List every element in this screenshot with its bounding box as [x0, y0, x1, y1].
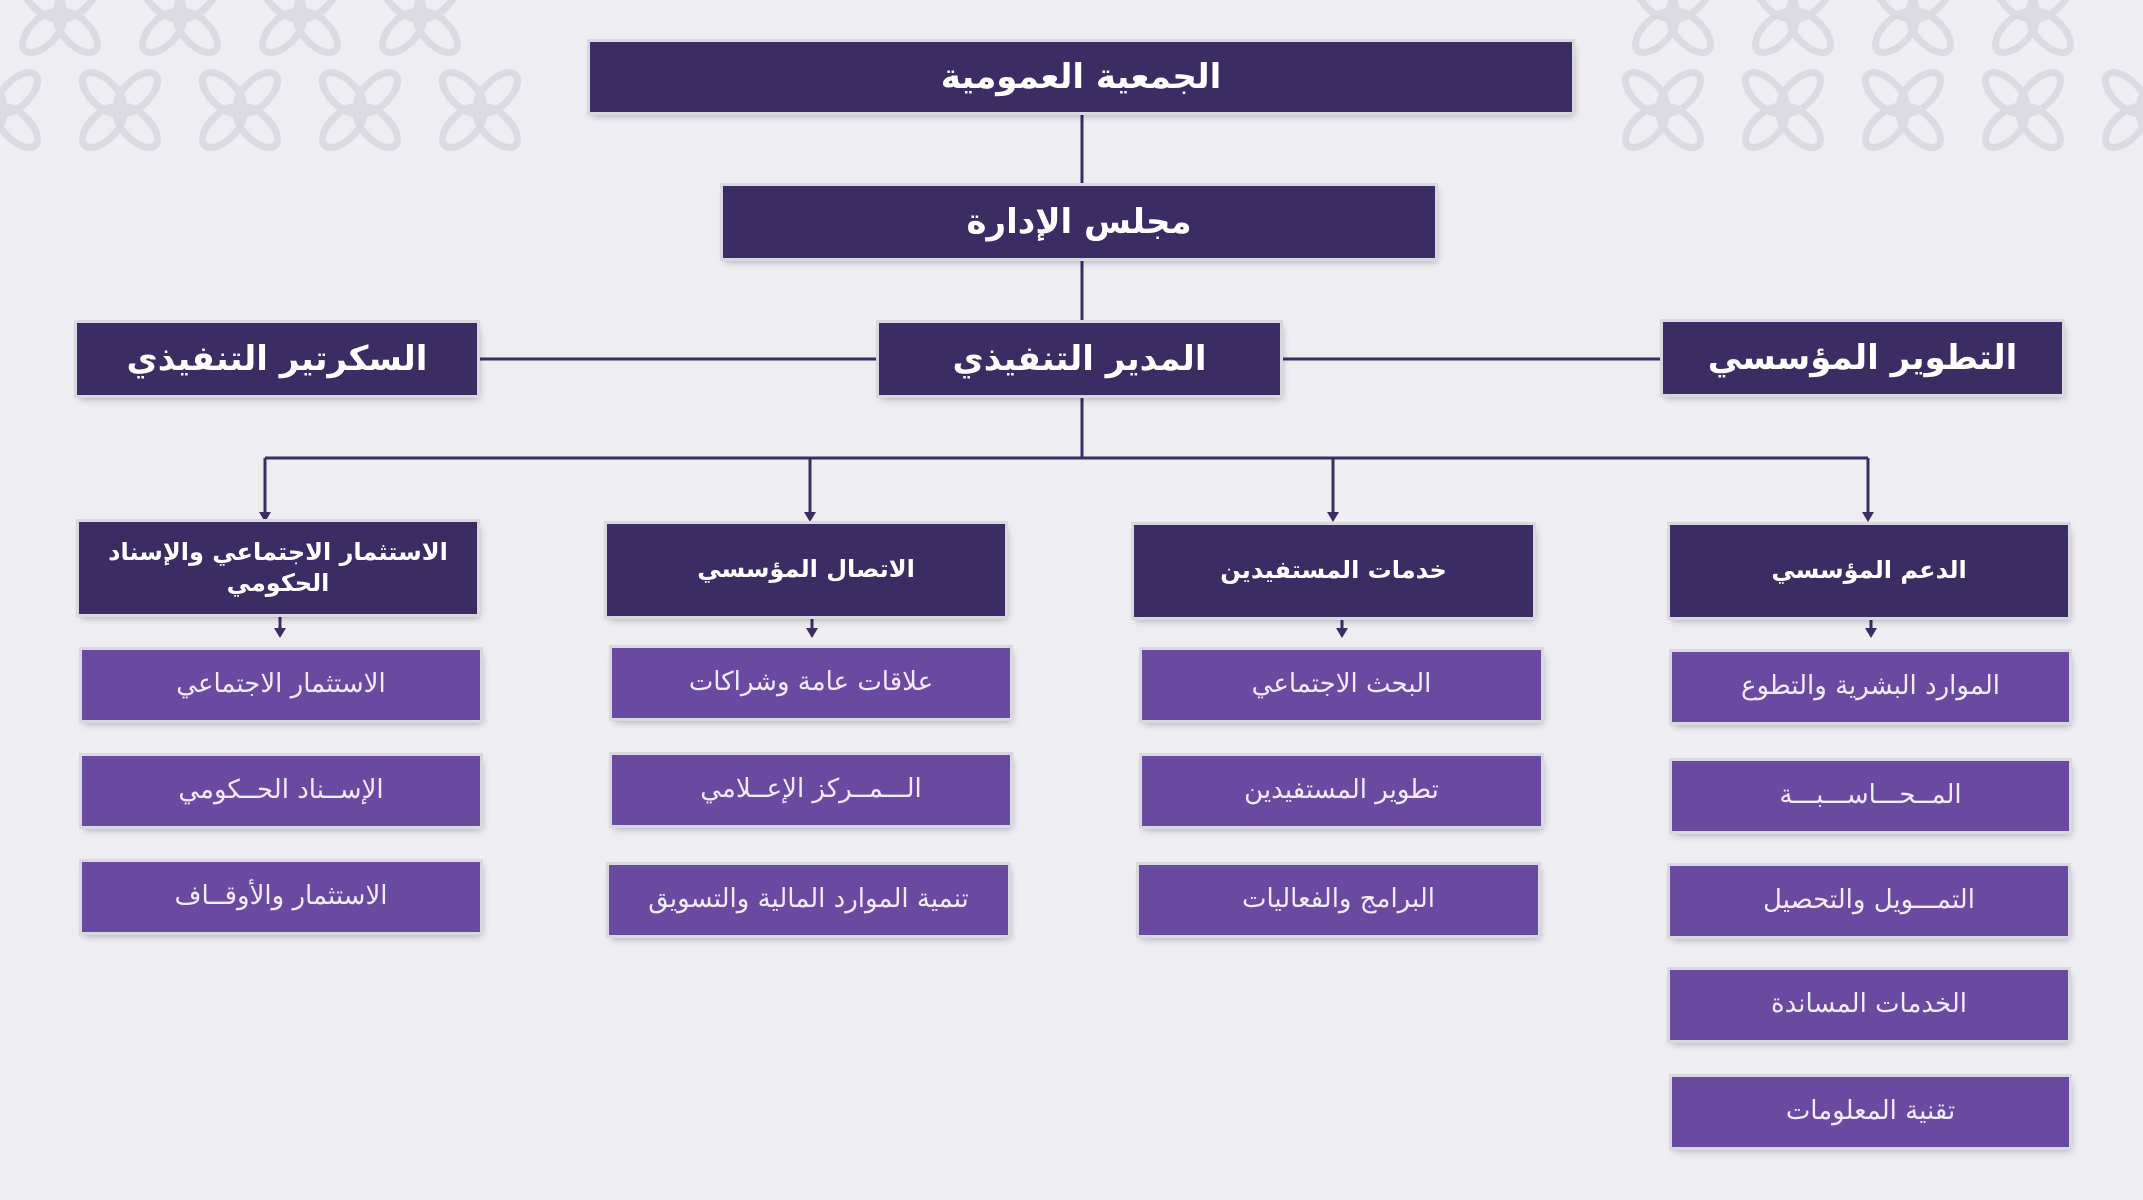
unit-box: التمـــويل والتحصيل: [1670, 866, 2068, 936]
unit-box: تطوير المستفيدين: [1142, 756, 1541, 826]
unit-box: البحث الاجتماعي: [1142, 650, 1541, 720]
unit-box: علاقات عامة وشراكات: [612, 648, 1010, 718]
department-box-social-investment: الاستثمار الاجتماعي والإسناد الحكومي: [79, 522, 477, 614]
executive-secretary-box: السكرتير التنفيذي: [77, 323, 477, 395]
unit-box: الاستثمار والأوقــاف: [82, 862, 480, 932]
department-box-corporate-communication: الاتصال المؤسسي: [607, 524, 1005, 616]
board-of-directors-box: مجلس الإدارة: [723, 186, 1435, 258]
unit-box: البرامج والفعاليات: [1139, 865, 1538, 935]
unit-box: الإســناد الحــكومي: [82, 756, 480, 826]
unit-box: المــحـــاســـبـــة: [1672, 761, 2069, 831]
department-box-institutional-support: الدعم المؤسسي: [1670, 525, 2068, 617]
unit-box: الخدمات المساندة: [1670, 970, 2068, 1040]
general-assembly-box: الجمعية العمومية: [590, 42, 1572, 112]
unit-box: الـــمــركز الإعــلامي: [612, 755, 1010, 825]
executive-director-box: المدير التنفيذي: [879, 323, 1280, 395]
institutional-development-box: التطوير المؤسسي: [1663, 322, 2062, 394]
unit-box: الاستثمار الاجتماعي: [82, 650, 480, 720]
unit-box: تنمية الموارد المالية والتسويق: [609, 865, 1008, 935]
unit-box: الموارد البشرية والتطوع: [1672, 652, 2069, 722]
department-box-beneficiary-services: خدمات المستفيدين: [1134, 525, 1533, 617]
unit-box: تقنية المعلومات: [1672, 1077, 2069, 1147]
